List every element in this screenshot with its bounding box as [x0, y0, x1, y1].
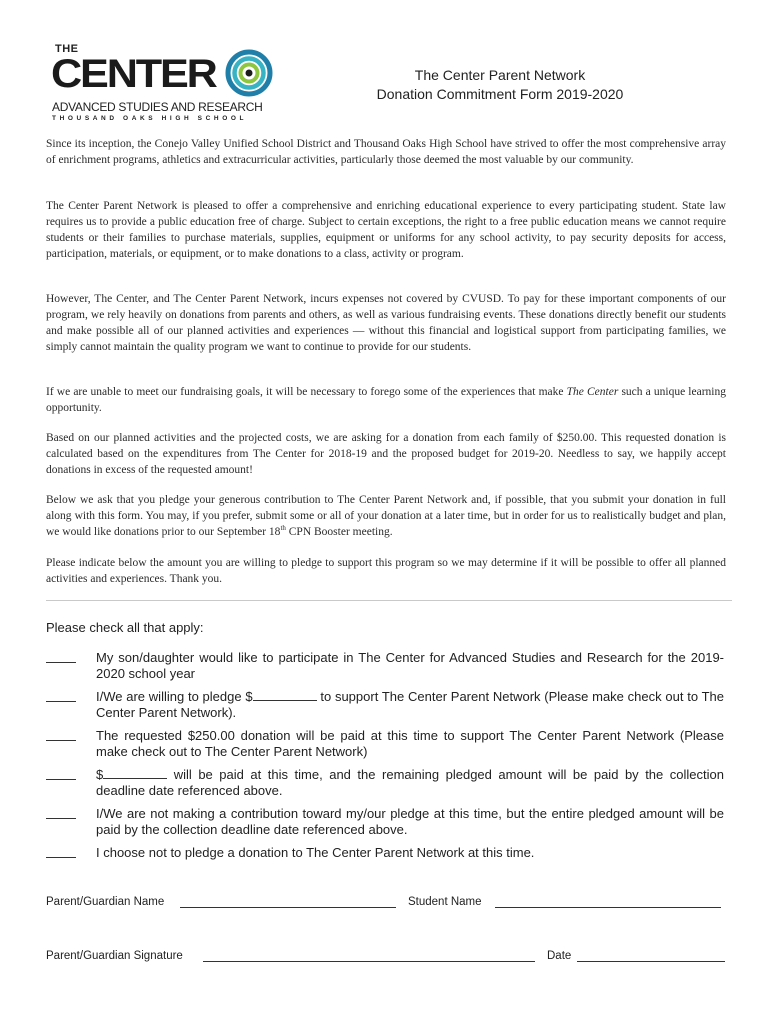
option-partial-payment: [96, 767, 724, 799]
check-blank-participate[interactable]: [46, 662, 76, 663]
parent-name-line[interactable]: [180, 907, 396, 908]
parent-signature-line[interactable]: [203, 961, 535, 962]
check-blank-no-pledge[interactable]: [46, 857, 76, 858]
logo-the: THE: [55, 43, 79, 55]
checklist-heading: Please check all that apply:: [46, 620, 204, 635]
paragraph-inception: Since its inception, the Conejo Valley Unified School District and Thousand Oaks High School have strived to offer the most comprehensive array of enrichment programs, athletics and extracurricular activities, particularly those deemed the most valuable by our community.: [46, 138, 726, 166]
option-participate: My son/daughter would like to participate in The Center for Advanced Studies and Research for the 2019-2020 school year: [96, 650, 724, 681]
student-name-label: Student Name: [408, 896, 482, 908]
logo-school-name: THOUSAND OAKS HIGH SCHOOL: [52, 115, 248, 122]
paragraph-donation-amount: Based on our planned activities and the projected costs, we are asking for a donation from each family of $250.00. This requested donation is calculated based on the expenditures from The Center for 2018-19 and the proposed budget for 2019-20. Needless to say, we happily accept donations in excess of the requested amount!: [46, 432, 726, 476]
opt2-text-a: I/We are willing to pledge $: [96, 689, 253, 704]
check-blank-partial-payment[interactable]: [46, 779, 76, 780]
section-divider: [46, 600, 732, 601]
option-deferred: I/We are not making a contribution toward my/our pledge at this time, but the entire pledged amount will be paid by the collection deadline date referenced above.: [96, 806, 724, 837]
p6-text-b: CPN Booster meeting.: [285, 526, 393, 538]
paragraph-indicate-amount: Please indicate below the amount you are willing to pledge to support this program so we may determine if it will be possible to offer all planned activities and experiences. Thank you.: [46, 557, 726, 585]
title-line-2: Donation Commitment Form 2019-2020: [376, 86, 624, 102]
date-line[interactable]: [577, 961, 725, 962]
logo-advanced-studies: ADVANCED STUDIES AND RESEARCH: [52, 100, 263, 114]
check-blank-pledge[interactable]: [46, 701, 76, 702]
date-label: Date: [547, 950, 572, 962]
paragraph-pledge: [46, 492, 726, 540]
pledge-amount-blank[interactable]: [253, 689, 317, 701]
p6-superscript: th: [280, 524, 286, 533]
partial-amount-blank[interactable]: [103, 767, 167, 779]
p4-text-a: If we are unable to meet our fundraising goals, it will be necessary to forego some of the experiences that make: [46, 386, 567, 398]
eye-ring-icon: [224, 48, 274, 98]
title-line-1: The Center Parent Network: [414, 67, 586, 83]
p4-italic: The Center: [566, 386, 619, 398]
paragraph-fundraising-goals: [46, 384, 726, 416]
option-full-donation: The requested $250.00 donation will be paid at this time to support The Center Parent Network (Please make check out to The Center Parent Network): [96, 728, 724, 759]
opt2-text-b: to support The Center Parent Network (Please make check out to The Center Parent Network).: [96, 689, 724, 720]
option-no-pledge: I choose not to pledge a donation to The Center Parent Network at this time.: [96, 845, 535, 860]
center-logo: [48, 44, 278, 124]
check-blank-deferred[interactable]: [46, 818, 76, 819]
parent-name-label: Parent/Guardian Name: [46, 896, 165, 908]
opt4-text-a: $: [96, 767, 104, 782]
paragraph-free-education: The Center Parent Network is pleased to offer a comprehensive and enriching educational experience to every participating student. State law requires us to provide a public education free of charge. Subject to certain exceptions, the right to a free public education means we cannot require students or their families to purchase materials, supplies, equipment or uniforms for any school activity, to pay security deposits for access, participation, materials, or equipment, or to make donations to a class, activity or program.: [46, 200, 726, 260]
student-name-line[interactable]: [495, 907, 721, 908]
form-title: [340, 66, 660, 104]
opt4-text-b: will be paid at this time, and the remaining pledged amount will be paid by the collection deadline date referenced above.: [96, 767, 724, 798]
parent-signature-label: Parent/Guardian Signature: [46, 950, 183, 962]
p4-text-b: such a unique learning opportunity.: [46, 386, 726, 414]
paragraph-expenses: However, The Center, and The Center Parent Network, incurs expenses not covered by CVUSD. To pay for these important components of our program, we rely heavily on donations from parents and others, as well as various fundraising events. These donations directly benefit our students and make possible all of our planned activities and experiences — without this financial and logistical support from participating families, we simply cannot maintain the quality program we want to continue to provide for our students.: [46, 293, 726, 353]
logo-center-wordmark: CENTER: [51, 52, 216, 96]
p6-text-a: Below we ask that you pledge your generous contribution to The Center Parent Network and, if possible, that you submit your donation in full along with this form. You may, if you prefer, submit some or all of your donation at a later time, but in order for us to realistically budget and plan, we would like donations prior to our September 18: [46, 494, 726, 538]
option-pledge: [96, 689, 724, 721]
check-blank-full-donation[interactable]: [46, 740, 76, 741]
